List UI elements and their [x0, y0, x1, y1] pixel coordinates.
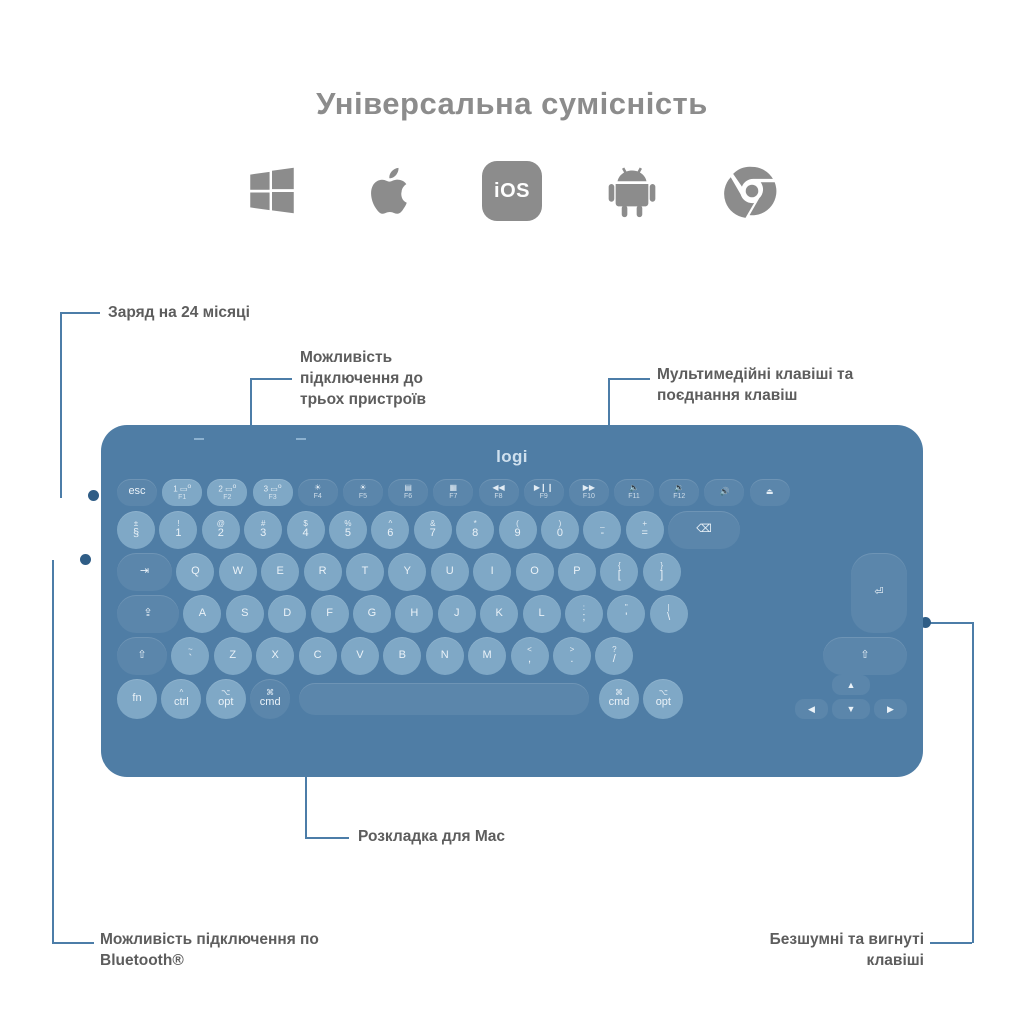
key-command-left[interactable]: ⌘ cmd — [250, 679, 290, 719]
callout-three-devices: Можливість підключення до трьох пристроїв — [300, 349, 426, 408]
key-3[interactable]: # 3 — [244, 511, 282, 549]
callout-media-keys: Мультимедійні клавіші та поєднання клавіш — [657, 366, 854, 404]
key-q[interactable]: Q — [176, 553, 214, 591]
key-play-pause[interactable]: ▶❙❙ F9 — [524, 479, 564, 506]
callout-bluetooth: Можливість підключення по Bluetooth® — [100, 931, 319, 969]
key-7[interactable]: & 7 — [414, 511, 452, 549]
key-shift-right[interactable]: ⇧ — [823, 637, 907, 675]
status-nub-right — [296, 438, 306, 440]
key-tab[interactable]: ⇥ — [117, 553, 172, 591]
key-launchpad[interactable]: ▦ F7 — [433, 479, 473, 506]
key-6[interactable]: ^ 6 — [371, 511, 409, 549]
key-comma[interactable]: < , — [511, 637, 549, 675]
key-equals[interactable]: + = — [626, 511, 664, 549]
windows-icon — [241, 160, 303, 222]
leader-line-media-horizontal — [608, 378, 650, 380]
leader-dot-battery — [88, 490, 99, 501]
keyboard-row-function — [101, 477, 923, 507]
key-1[interactable]: ! 1 — [159, 511, 197, 549]
leader-line-bt-vertical — [52, 560, 54, 943]
arrow-down-key[interactable]: ▼ — [832, 699, 870, 719]
key-brightness-up[interactable]: ☀ F5 — [343, 479, 383, 506]
key-h[interactable]: H — [395, 595, 433, 633]
key-z[interactable]: Z — [214, 637, 252, 675]
key-backtick[interactable]: ~ ` — [171, 637, 209, 675]
callout-quiet-keys: Безшумні та вигнуті клавіші — [769, 931, 924, 969]
keyboard-row-bottom-letters — [101, 637, 923, 675]
key-device-2[interactable]: 2 ▭$^o$ F2 — [207, 479, 247, 506]
key-enter[interactable]: ⏎ — [851, 553, 907, 633]
leader-line-quiet-horizontal-2 — [930, 942, 972, 944]
key-quote[interactable]: " ' — [607, 595, 645, 633]
key-period[interactable]: > . — [553, 637, 591, 675]
keyboard — [101, 425, 923, 777]
key-device-1[interactable]: 1 ▭$^o$ F1 — [162, 479, 202, 506]
key-w[interactable]: W — [219, 553, 257, 591]
key-c[interactable]: C — [299, 637, 337, 675]
key-volume-down[interactable]: 🔉 F12 — [659, 479, 699, 506]
apple-icon — [361, 160, 423, 222]
keyboard-row-qwerty — [101, 553, 923, 599]
logi-logo: logi — [496, 447, 528, 466]
leader-line-battery-vertical — [60, 312, 62, 498]
key-g[interactable]: G — [353, 595, 391, 633]
key-e[interactable]: E — [261, 553, 299, 591]
key-backslash[interactable]: | \ — [650, 595, 688, 633]
leader-line-mac-vertical — [305, 775, 307, 837]
key-r[interactable]: R — [304, 553, 342, 591]
key-m[interactable]: M — [468, 637, 506, 675]
callout-mac-layout: Розкладка для Mac — [358, 828, 506, 845]
key-t[interactable]: T — [346, 553, 384, 591]
key-bracket-left[interactable]: { [ — [600, 553, 638, 591]
leader-dot-bt — [80, 554, 91, 565]
key-b[interactable]: B — [383, 637, 421, 675]
key-shift-left[interactable]: ⇧ — [117, 637, 167, 675]
key-option-left[interactable]: ⌥ opt — [206, 679, 246, 719]
key-i[interactable]: I — [473, 553, 511, 591]
arrow-left-key[interactable]: ◀ — [795, 699, 828, 719]
arrow-key-cluster — [795, 675, 907, 721]
android-icon — [601, 160, 663, 222]
ios-badge-label: iOS — [482, 161, 542, 221]
key-eject[interactable]: ⏏ — [750, 479, 790, 506]
key-x[interactable]: X — [256, 637, 294, 675]
key-option-right[interactable]: ⌥ opt — [643, 679, 683, 719]
page-title: Універсальна сумісність — [316, 86, 708, 121]
leader-line-quiet-vertical — [972, 622, 974, 943]
key-s[interactable]: S — [226, 595, 264, 633]
key-j[interactable]: J — [438, 595, 476, 633]
key-mute[interactable]: 🔈 F11 — [614, 479, 654, 506]
key-v[interactable]: V — [341, 637, 379, 675]
status-nub-left — [194, 438, 204, 440]
leader-line-mac-horizontal — [305, 837, 349, 839]
key-backspace[interactable]: ⌫ — [668, 511, 740, 549]
os-compatibility-row — [0, 160, 1024, 222]
key-space[interactable] — [299, 683, 589, 715]
key-k[interactable]: K — [480, 595, 518, 633]
arrow-up-key[interactable]: ▲ — [832, 675, 870, 695]
key-u[interactable]: U — [431, 553, 469, 591]
leader-line-bt-horizontal — [52, 942, 94, 944]
key-minus[interactable]: _ - — [583, 511, 621, 549]
key-next-track[interactable]: ▶▶ F10 — [569, 479, 609, 506]
key-semicolon[interactable]: : ; — [565, 595, 603, 633]
key-fn[interactable]: fn — [117, 679, 157, 719]
callout-battery: Заряд на 24 місяці — [108, 304, 250, 321]
key-ctrl[interactable]: ^ ctrl — [161, 679, 201, 719]
key-mission-control[interactable]: ▤ F6 — [388, 479, 428, 506]
keyboard-row-numbers — [101, 511, 923, 549]
key-y[interactable]: Y — [388, 553, 426, 591]
ios-icon — [481, 160, 543, 222]
key-section[interactable]: ± § — [117, 511, 155, 549]
keyboard-row-home — [101, 595, 923, 633]
key-slash[interactable]: ? / — [595, 637, 633, 675]
chrome-icon — [721, 160, 783, 222]
key-5[interactable]: % 5 — [329, 511, 367, 549]
key-n[interactable]: N — [426, 637, 464, 675]
key-command-right[interactable]: ⌘ cmd — [599, 679, 639, 719]
key-a[interactable]: A — [183, 595, 221, 633]
key-f[interactable]: F — [311, 595, 349, 633]
key-0[interactable]: ) 0 — [541, 511, 579, 549]
key-8[interactable]: * 8 — [456, 511, 494, 549]
leader-line-three-horizontal — [250, 378, 292, 380]
key-device-3[interactable]: 3 ▭$^o$ F3 — [253, 479, 293, 506]
key-volume-up[interactable]: 🔊 — [704, 479, 744, 506]
key-brightness-down[interactable]: ☀ F4 — [298, 479, 338, 506]
key-l[interactable]: L — [523, 595, 561, 633]
key-d[interactable]: D — [268, 595, 306, 633]
key-previous-track[interactable]: ◀◀ F8 — [479, 479, 519, 506]
leader-line-quiet-horizontal — [930, 622, 972, 624]
arrow-right-key[interactable]: ▶ — [874, 699, 907, 719]
key-4[interactable]: $ 4 — [287, 511, 325, 549]
key-p[interactable]: P — [558, 553, 596, 591]
key-2[interactable]: @ 2 — [202, 511, 240, 549]
key-esc[interactable]: esc — [117, 479, 157, 506]
key-9[interactable]: ( 9 — [499, 511, 537, 549]
key-caps-lock[interactable]: ⇪ — [117, 595, 179, 633]
key-o[interactable]: O — [516, 553, 554, 591]
leader-line-battery-horizontal — [60, 312, 100, 314]
key-bracket-right[interactable]: } ] — [643, 553, 681, 591]
